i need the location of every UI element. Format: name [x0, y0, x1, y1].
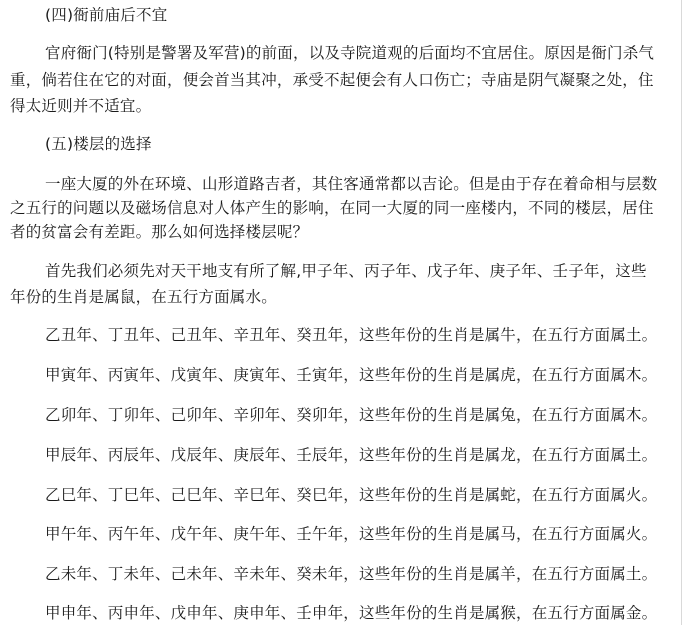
- year-line-ox: 乙丑年、丁丑年、己丑年、辛丑年、癸丑年，这些年份的生肖是属牛，在五行方面属土。: [45, 326, 658, 344]
- paragraph-1-line-3: 得太近则并不适宜。: [10, 97, 152, 115]
- year-line-tiger: 甲寅年、丙寅年、戊寅年、庚寅年、壬寅年，这些年份的生肖是属虎，在五行方面属木。: [45, 366, 658, 384]
- paragraph-3-line-2: 年份的生肖是属鼠，在五行方面属水。: [10, 288, 277, 306]
- section-heading-5: (五)楼层的选择: [45, 135, 152, 153]
- year-line-monkey: 甲申年、丙申年、戊申年、庚申年、壬申年，这些年份的生肖是属猴，在五行方面属金。: [45, 604, 658, 622]
- paragraph-1-line-1: 官府衙门(特别是警署及军营)的前面，以及寺院道观的后面均不宜居住。原因是衙门杀气: [45, 44, 655, 62]
- year-line-horse: 甲午年、丙午年、戊午年、庚午年、壬午年，这些年份的生肖是属马，在五行方面属火。: [45, 525, 658, 543]
- year-line-snake: 乙巳年、丁巳年、己巳年、辛巳年、癸巳年，这些年份的生肖是属蛇，在五行方面属火。: [45, 486, 658, 504]
- paragraph-2-line-3: 者的贫富会有差距。那么如何选择楼层呢？: [10, 223, 309, 241]
- year-line-dragon: 甲辰年、丙辰年、戊辰年、庚辰年、壬辰年，这些年份的生肖是属龙，在五行方面属土。: [45, 446, 658, 464]
- year-line-goat: 乙未年、丁未年、己未年、辛未年、癸未年，这些年份的生肖是属羊，在五行方面属土。: [45, 565, 658, 583]
- paragraph-3-line-1: 首先我们必须先对天干地支有所了解,甲子年、丙子年、戊子年、庚子年、壬子年，这些: [45, 262, 647, 280]
- paragraph-2-line-2: 之五行的问题以及磁场信息对人体产生的影响，在同一大厦的同一座楼内，不同的楼层，居住: [10, 199, 654, 217]
- paragraph-1-line-2: 重，倘若住在它的对面，便会首当其冲，承受不起便会有人口伤亡；寺庙是阴气凝聚之处，住: [10, 71, 654, 89]
- paragraph-2-line-1: 一座大厦的外在环境、山形道路吉者，其住客通常都以吉论。但是由于存在着命相与层数: [45, 175, 658, 193]
- year-line-rabbit: 乙卯年、丁卯年、己卯年、辛卯年、癸卯年，这些年份的生肖是属兔，在五行方面属木。: [45, 406, 658, 424]
- section-heading-4: (四)衙前庙后不宜: [45, 6, 168, 24]
